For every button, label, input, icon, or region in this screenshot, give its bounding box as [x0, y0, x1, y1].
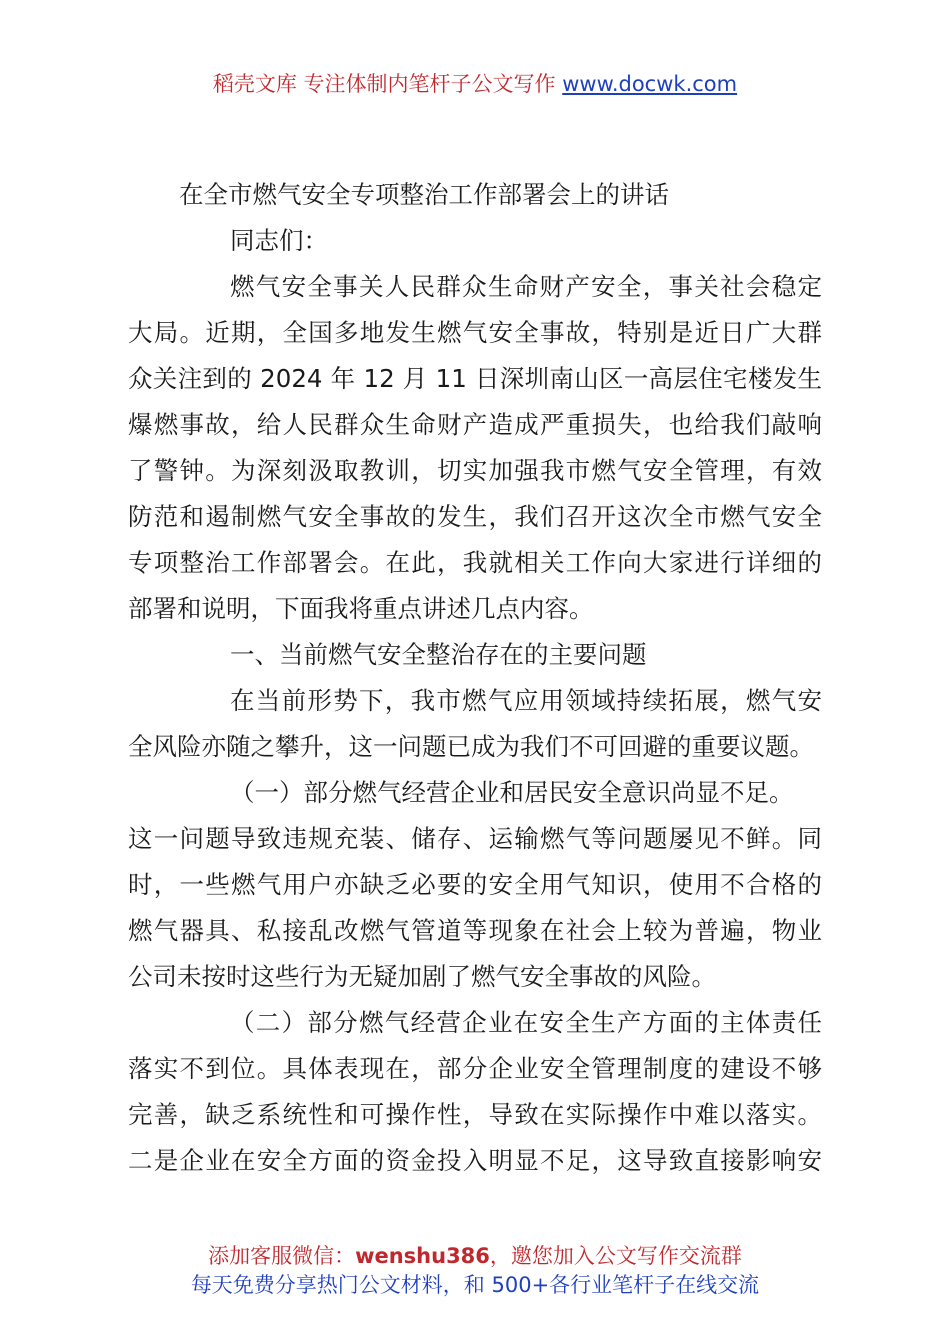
- salutation: 同志们：: [230, 226, 328, 255]
- wechat-id: wenshu386: [355, 1244, 490, 1268]
- text-line: 了警钟。为深刻汲取教训，切实加强我市燃气安全管理，有效: [128, 456, 822, 485]
- footer-prefix: 添加客服微信：: [208, 1244, 356, 1268]
- text-line: 爆燃事故，给人民群众生命财产造成严重损失，也给我们敲响: [128, 410, 822, 439]
- text-line: 众关注到的 2024 年 12 月 11 日深圳南山区一高层住宅楼发生: [128, 364, 822, 393]
- subsection-heading: （二）部分燃气经营企业在安全生产方面的主体责任: [230, 1008, 822, 1037]
- text-line: 燃气器具、私接乱改燃气管道等现象在社会上较为普遍，物业: [128, 916, 822, 945]
- text-line: 在当前形势下，我市燃气应用领域持续拓展，燃气安: [230, 686, 822, 715]
- text-line: 大局。近期，全国多地发生燃气安全事故，特别是近日广大群: [128, 318, 822, 347]
- document-body: [128, 172, 822, 1184]
- section-heading: 一、当前燃气安全整治存在的主要问题: [230, 640, 647, 669]
- text-line: 燃气安全事关人民群众生命财产安全，事关社会稳定: [230, 272, 822, 301]
- page-footer: [0, 1242, 950, 1300]
- footer-line-2: 每天免费分享热门公文材料，和 500+各行业笔杆子在线交流: [190, 1273, 760, 1297]
- text-line: 落实不到位。具体表现在，部分企业安全管理制度的建设不够: [128, 1054, 822, 1083]
- text-line: 完善，缺乏系统性和可操作性，导致在实际操作中难以落实。: [128, 1100, 822, 1129]
- document-title: 在全市燃气安全专项整治工作部署会上的讲话: [179, 180, 669, 209]
- text-line: 防范和遏制燃气安全事故的发生，我们召开这次全市燃气安全: [128, 502, 822, 531]
- text-line: 专项整治工作部署会。在此，我就相关工作向大家进行详细的: [128, 548, 822, 577]
- text-line: 二是企业在安全方面的资金投入明显不足，这导致直接影响安: [128, 1146, 822, 1175]
- footer-suffix: ，邀您加入公文写作交流群: [489, 1244, 742, 1268]
- text-line: 全风险亦随之攀升，这一问题已成为我们不可回避的重要议题。: [128, 732, 814, 761]
- text-line: 时，一些燃气用户亦缺乏必要的安全用气知识，使用不合格的: [128, 870, 822, 899]
- text-line: 公司未按时这些行为无疑加剧了燃气安全事故的风险。: [128, 962, 716, 991]
- text-line: 这一问题导致违规充装、储存、运输燃气等问题屡见不鲜。同: [128, 824, 822, 853]
- footer-line-1: [0, 1242, 950, 1271]
- page-header: [0, 70, 950, 98]
- subsection-heading: （一）部分燃气经营企业和居民安全意识尚显不足。: [230, 778, 794, 807]
- header-text: 稻壳文库 专注体制内笔杆子公文写作: [212, 72, 563, 96]
- header-link[interactable]: www.docwk.com: [562, 72, 738, 96]
- text-line: 部署和说明，下面我将重点讲述几点内容。: [128, 594, 594, 623]
